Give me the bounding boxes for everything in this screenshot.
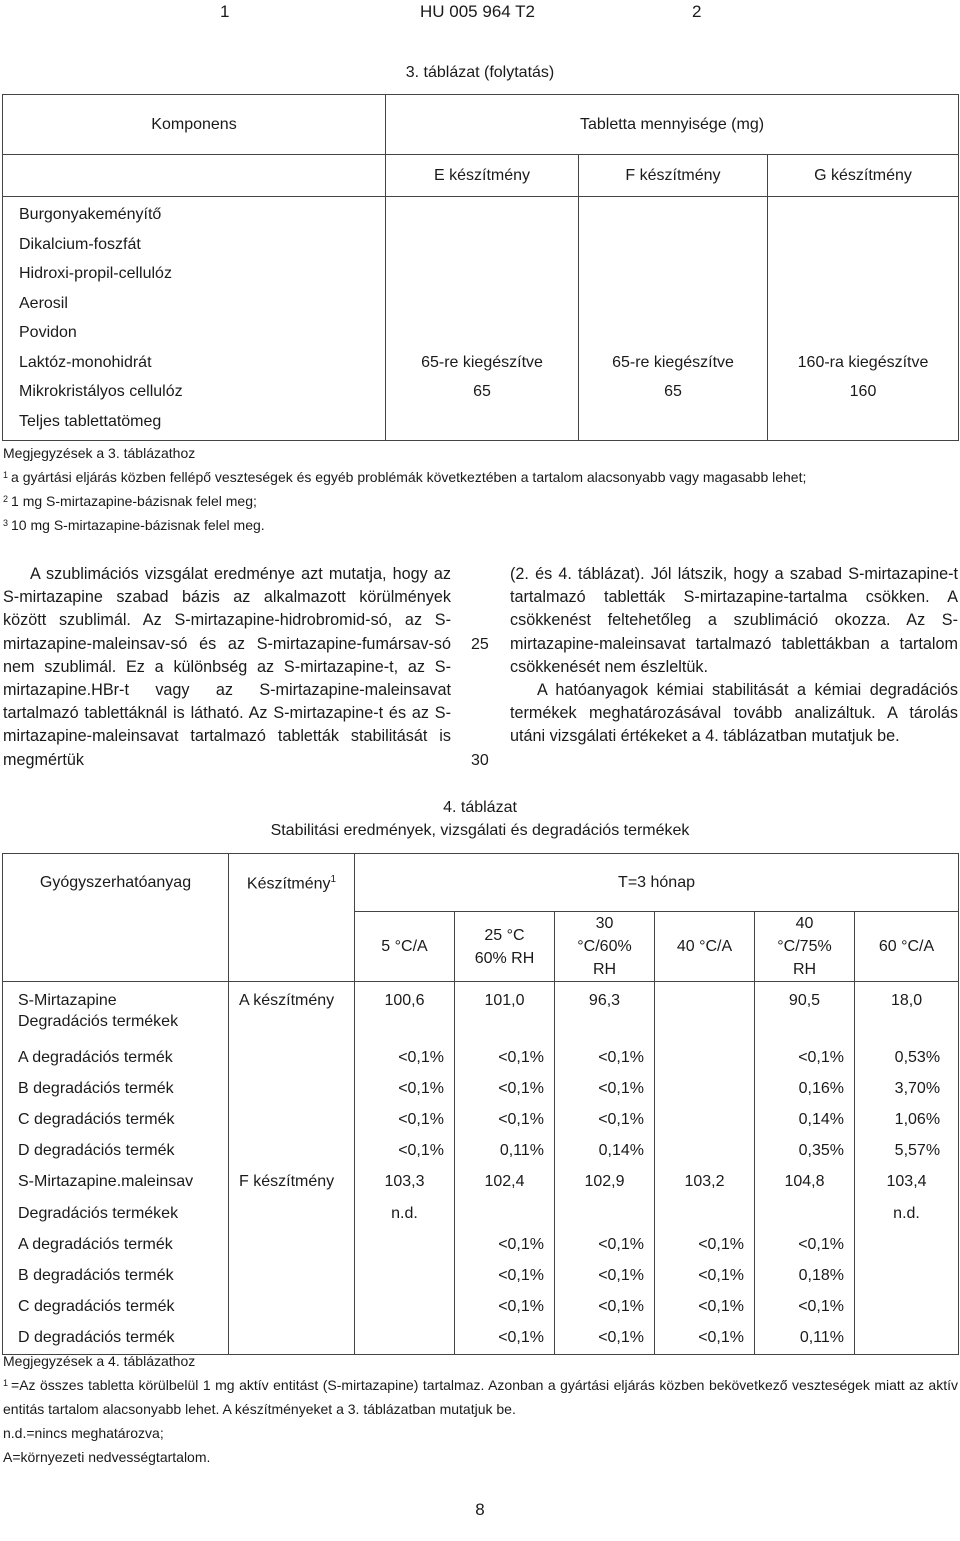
cell-value: 3,70% (855, 1073, 959, 1104)
formulation-e-values (386, 197, 579, 441)
cell-value: 102,9 (555, 1167, 655, 1198)
component-name: Mikrokristályos cellulóz (19, 383, 183, 400)
table4-caption-title: Stabilitási eredmények, vizsgálati és degradációs termékek (270, 822, 690, 839)
table-4 (2, 853, 959, 1355)
cell-value: <0,1% (555, 1042, 655, 1073)
cell-value (855, 1292, 959, 1323)
component-name: Aerosil (19, 294, 68, 312)
row-label: D degradációs termék (3, 1323, 229, 1355)
table3-caption: 3. táblázat (folytatás) (405, 64, 555, 81)
col-component-header: Komponens (3, 95, 386, 155)
col-drug-header: Gyógyszerhatóanyag (3, 854, 229, 982)
empty-cell (3, 155, 386, 197)
page-number: 8 (475, 1500, 485, 1519)
cell-value (655, 1073, 755, 1104)
cell-value (555, 1198, 655, 1229)
cell-value: 103,2 (655, 1167, 755, 1198)
formulation-g-header: G készítmény (768, 155, 959, 197)
condition-header: 25 °C 60% RH (455, 912, 555, 982)
table-row (3, 1260, 959, 1291)
formulation-cell: F készítmény (229, 1167, 355, 1198)
row-label: B degradációs termék (3, 1260, 229, 1291)
cell-value: <0,1% (655, 1229, 755, 1260)
cell-value: 103,3 (355, 1167, 455, 1198)
cell-value: <0,1% (455, 1229, 555, 1260)
component-name: Teljes tablettatömeg (19, 412, 162, 430)
table-row (3, 1073, 959, 1104)
cell-value: 104,8 (755, 1167, 855, 1198)
cell-value: <0,1% (555, 1323, 655, 1355)
formulation-e-header: E készítmény (386, 155, 579, 197)
paragraph: A szublimációs vizsgálat eredménye azt mutatja, hogy az S-mirtazapine szabad bázis az alkalmazott körülmények között szublimál. Az S-mirtazapine-hidrobromid-só, az S-mirtazapine-maleinsav-só és az S-mirtazapine-fumársav-só nem szublimál. Ez a különbség az S-mirtazapine-t, az S-mirtazapine.HBr-t vagy az S-mirtazapine-maleinsavat tartalmazó tablettáknál is látható. Az S-mirtazapine-t és az S-mirtazapine-maleinsavat tartalmazó tabletták stabilitását is megmértük (3, 565, 451, 769)
cell-value: 96,3 (555, 982, 655, 1043)
cell-value: 0,18% (755, 1260, 855, 1291)
cell-value: 0,16% (755, 1073, 855, 1104)
row-label: Degradációs termékek (3, 1198, 229, 1229)
col-period-header: T=3 hónap (355, 854, 959, 912)
table-row (3, 1104, 959, 1135)
cell-value (655, 1042, 755, 1073)
cell-value: <0,1% (455, 1323, 555, 1355)
cell-value (655, 1104, 755, 1135)
cell-value: 102,4 (455, 1167, 555, 1198)
table4-notes (3, 1349, 958, 1469)
cell-value: 65 (664, 383, 682, 400)
paragraph: (2. és 4. táblázat). Jól látszik, hogy a szabad S-mirtazapine-t tartalmazó tabletták S-mirtazapine-tartalma csökken. A csökkenést feltehetőleg a szublimáció okozza. Az S-mirtazapine-maleinsavat tartalmazó tablettákban a tartalom csökkenését nem észleltük. (510, 565, 958, 676)
cell-value (355, 1229, 455, 1260)
cell-value: <0,1% (655, 1292, 755, 1323)
cell-value: 160 (849, 383, 877, 400)
row-label: B degradációs termék (3, 1073, 229, 1104)
cell-value: 65-re kiegészítve (421, 353, 543, 371)
line-number-30: 30 (471, 752, 489, 769)
cell-value: <0,1% (355, 1104, 455, 1135)
row-label: C degradációs termék (3, 1292, 229, 1323)
cell-value: <0,1% (455, 1292, 555, 1323)
cell-value: 90,5 (755, 982, 855, 1043)
cell-value: 1,06% (855, 1104, 959, 1135)
cell-value (455, 1198, 555, 1229)
table4-caption-number: 4. táblázat (443, 799, 517, 816)
cell-value (355, 1260, 455, 1291)
right-column-text (510, 563, 958, 749)
drug-cell: S-Mirtazapine Degradációs termékek (3, 982, 229, 1043)
row-label: A degradációs termék (3, 1042, 229, 1073)
cell-value: <0,1% (455, 1260, 555, 1291)
table-row (3, 1042, 959, 1073)
cell-value: <0,1% (455, 1042, 555, 1073)
component-name: Burgonyakeményítő (19, 206, 162, 223)
row-label: D degradációs termék (3, 1136, 229, 1167)
cell-value: <0,1% (555, 1229, 655, 1260)
col-formulation-header: Készítmény$^1$ (229, 854, 355, 982)
formulation-cell: A készítmény (229, 982, 355, 1043)
cell-value: <0,1% (355, 1073, 455, 1104)
left-column-text (3, 563, 451, 772)
cell-value: 0,35% (755, 1136, 855, 1167)
cell-value: 65-re kiegészítve (612, 353, 734, 371)
cell-value: <0,1% (455, 1104, 555, 1135)
cell-value (755, 1198, 855, 1229)
condition-header: 60 °C/A (855, 912, 959, 982)
condition-header: 40 °C/A (655, 912, 755, 982)
page-header (0, 2, 960, 26)
paragraph: A hatóanyagok kémiai stabilitását a kémiai degradációs termékek meghatározásával tovább analizáltuk. A tárolás utáni vizsgálati értékeket a 4. táblázatban mutatjuk be. (510, 681, 958, 746)
cell-value (655, 982, 755, 1043)
table-row (3, 1136, 959, 1167)
table-row (3, 1167, 959, 1198)
right-page-number: 2 (692, 2, 702, 21)
cell-value: 0,11% (755, 1323, 855, 1355)
table-3 (2, 94, 959, 441)
cell-value: <0,1% (755, 1292, 855, 1323)
cell-value: 160-ra kiegészítve (797, 353, 929, 371)
cell-value (855, 1229, 959, 1260)
cell-value (855, 1260, 959, 1291)
footnote: $^3$ 10 mg S-mirtazapine-bázisnak felel meg. (3, 517, 265, 533)
cell-value: <0,1% (655, 1260, 755, 1291)
table-row (3, 1292, 959, 1323)
notes-title: Megjegyzések a 3. táblázathoz (3, 445, 196, 461)
cell-value: <0,1% (555, 1104, 655, 1135)
cell-value: n.d. (855, 1198, 959, 1229)
footnote: $^2$ 1 mg S-mirtazapine-bázisnak felel meg; (3, 493, 257, 509)
cell-value: 0,14% (555, 1136, 655, 1167)
cell-value: 18,0 (855, 982, 959, 1043)
footnote: n.d.=nincs meghatározva; (3, 1425, 164, 1441)
component-name: Hidroxi-propil-cellulóz (19, 265, 172, 282)
cell-value (355, 1292, 455, 1323)
table-row (3, 1198, 959, 1229)
component-name: Povidon (19, 324, 77, 341)
cell-value: 0,14% (755, 1104, 855, 1135)
drug-cell: S-Mirtazapine.maleinsav (3, 1167, 229, 1198)
cell-value: <0,1% (555, 1292, 655, 1323)
cell-value: <0,1% (755, 1042, 855, 1073)
patent-number: HU 005 964 T2 (420, 2, 535, 21)
table3-notes (3, 441, 958, 537)
footnote: $^1$ =Az összes tabletta körülbelül 1 mg aktív entitást (S-mirtazapine) tartalmaz. Azonban a gyártási eljárás közben bekövetkező veszteségek miatt az aktív entitás tartalom alacsonyabb lehet. A készítményeket a 3. táblázatban mutatjuk be. (3, 1377, 958, 1417)
line-number-25: 25 (471, 636, 489, 653)
condition-header: 40 °C/75% RH (755, 912, 855, 982)
left-page-number: 1 (220, 2, 230, 21)
row-label: C degradációs termék (3, 1104, 229, 1135)
cell-value: 65 (473, 383, 491, 400)
cell-value (655, 1136, 755, 1167)
cell-value: 5,57% (855, 1136, 959, 1167)
cell-value (655, 1198, 755, 1229)
condition-header: 5 °C/A (355, 912, 455, 982)
cell-value: 103,4 (855, 1167, 959, 1198)
cell-value: <0,1% (355, 1042, 455, 1073)
formulation-f-header: F készítmény (579, 155, 768, 197)
row-label: A degradációs termék (3, 1229, 229, 1260)
condition-header: 30 °C/60% RH (555, 912, 655, 982)
formulation-f-values (579, 197, 768, 441)
table-row (3, 1229, 959, 1260)
component-name: Laktóz-monohidrát (19, 353, 152, 371)
cell-value: 0,11% (455, 1136, 555, 1167)
col-amount-header: Tabletta mennyisége (mg) (386, 95, 959, 155)
formulation-g-values (768, 197, 959, 441)
cell-value: <0,1% (455, 1073, 555, 1104)
cell-value: 0,53% (855, 1042, 959, 1073)
notes-title: Megjegyzések a 4. táblázathoz (3, 1353, 196, 1369)
cell-value: 101,0 (455, 982, 555, 1043)
component-name: Dikalcium-foszfát (19, 235, 141, 253)
footnote: A=környezeti nedvességtartalom. (3, 1449, 211, 1465)
cell-value: 100,6 (355, 982, 455, 1043)
cell-value: <0,1% (655, 1323, 755, 1355)
table-row (3, 982, 959, 1043)
footnote: $^1$ a gyártási eljárás közben fellépő veszteségek és egyéb problémák következtében a tartalom alacsonyabb vagy magasabb lehet; (3, 469, 807, 485)
cell-value: <0,1% (555, 1073, 655, 1104)
cell-value: <0,1% (555, 1260, 655, 1291)
cell-value: n.d. (355, 1198, 455, 1229)
cell-value: <0,1% (755, 1229, 855, 1260)
cell-value: <0,1% (355, 1136, 455, 1167)
component-list (3, 197, 386, 441)
